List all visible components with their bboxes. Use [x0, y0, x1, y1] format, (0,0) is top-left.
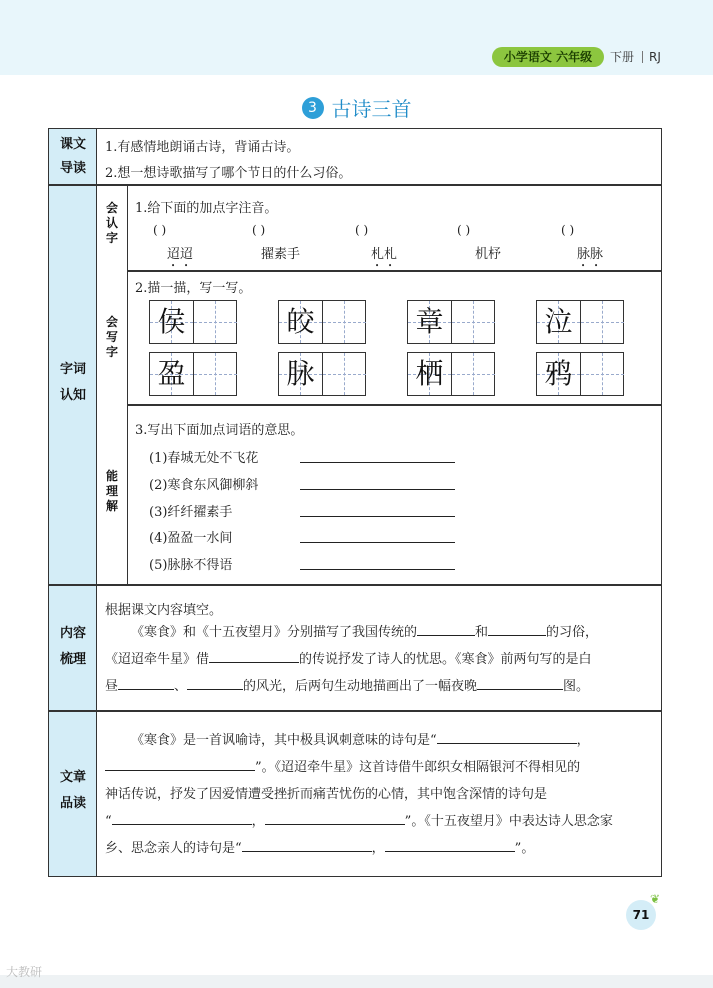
divider-recognize [127, 270, 661, 272]
pinyin-blank[interactable]: ( ) [355, 223, 369, 237]
lesson-number-badge: 3 [302, 97, 324, 119]
lesson-title: 古诗三首 [331, 97, 412, 121]
tracing-grid[interactable] [149, 352, 237, 396]
fill-blank[interactable] [242, 837, 372, 852]
tracing-char: 盈 [157, 357, 186, 390]
label-appreciation: 文章 品读 [59, 770, 86, 811]
recognize-word: 擢素手 [261, 247, 301, 262]
appreciation-paragraph: 《寒食》是一首讽喻诗，其中极具讽刺意味的诗句是“ ， ”。《迢迢牵牛星》这首诗借牛郎织女相隔银河不得相见的 神话传说，抒发了因爱情遭受挫折而痛苦忧伤的心情，其中饱含深情的诗句是 “ ， ”。《十五夜望月》中表达诗人思念家 乡、思念亲人的诗句是“ ， ”。 [105, 727, 657, 862]
watermark: 大教研 [6, 965, 43, 979]
pinyin-blank[interactable]: ( ) [457, 223, 471, 237]
answer-line[interactable] [300, 489, 455, 490]
pinyin-blank[interactable]: ( ) [561, 223, 575, 237]
fill-blank[interactable] [385, 837, 515, 852]
volume-label: 下册 [610, 50, 635, 64]
divider-content [49, 710, 661, 712]
fill-blank[interactable] [417, 621, 475, 636]
understand-item: (3)纤纤擢素手 [149, 505, 233, 520]
fill-blank[interactable] [105, 756, 255, 771]
leaf-icon: ❦ [650, 892, 661, 906]
tracing-char: 章 [415, 305, 444, 338]
pinyin-blank[interactable]: ( ) [153, 223, 167, 237]
recognize-word: 迢迢 [167, 247, 194, 262]
recognize-instruction: 1.给下面的加点字注音。 [135, 201, 278, 216]
fill-blank[interactable] [488, 621, 546, 636]
label-content: 内容 梳理 [59, 626, 86, 667]
understand-item: (1)春城无处不飞花 [149, 451, 259, 466]
sublabel-understand: 能理解 [105, 469, 118, 513]
edition-label: RJ [649, 50, 661, 64]
fill-blank[interactable] [437, 729, 577, 744]
divider-guide [49, 184, 661, 186]
sublabel-divider [127, 184, 128, 584]
footer-strip [0, 975, 713, 988]
tracing-grid[interactable] [407, 352, 495, 396]
tracing-char: 脉 [286, 357, 315, 390]
tracing-char: 皎 [286, 305, 315, 338]
fill-blank[interactable] [112, 810, 252, 825]
fill-blank[interactable] [265, 810, 405, 825]
answer-line[interactable] [300, 569, 455, 570]
label-guide: 课文 导读 [59, 137, 86, 176]
divider-vocab [49, 584, 661, 586]
worksheet-table [48, 128, 662, 877]
tracing-char: 鸦 [544, 357, 573, 390]
answer-line[interactable] [300, 462, 455, 463]
understand-item: (2)寒食东风御柳斜 [149, 478, 259, 493]
tracing-grid[interactable] [278, 352, 366, 396]
guide-item-2: 2.想一想诗歌描写了哪个节日的什么习俗。 [105, 166, 352, 181]
recognize-word: 机杼 [475, 247, 502, 262]
lesson-title-row [0, 93, 713, 121]
recognize-word: 札札 [371, 247, 398, 262]
tracing-grid[interactable] [278, 300, 366, 344]
fill-blank[interactable] [118, 675, 174, 690]
recognize-word: 脉脉 [577, 247, 604, 262]
content-paragraph: 《寒食》和《十五夜望月》分别描写了我国传统的 和 的习俗， 《迢迢牵牛星》借 的传说抒发了诗人的忧思。《寒食》前两句写的是白 昼 、 的风光，后两句生动地描画出了一幅夜晚 图。 [105, 619, 657, 700]
book-header [492, 47, 713, 67]
tracing-grid[interactable] [149, 300, 237, 344]
understand-instruction: 3.写出下面加点词语的意思。 [135, 423, 304, 438]
answer-line[interactable] [300, 542, 455, 543]
fill-blank[interactable] [209, 648, 299, 663]
page-number: 71 [626, 900, 656, 930]
divider-write [127, 404, 661, 406]
answer-line[interactable] [300, 516, 455, 517]
sublabel-recognize: 会认字 [105, 201, 118, 245]
fill-blank[interactable] [187, 675, 243, 690]
tracing-grid[interactable] [536, 300, 624, 344]
tracing-grid[interactable] [536, 352, 624, 396]
tracing-grid[interactable] [407, 300, 495, 344]
understand-item: (5)脉脉不得语 [149, 558, 233, 573]
tracing-char: 泣 [544, 305, 573, 338]
label-vocab: 字词 认知 [59, 362, 86, 403]
understand-item: (4)盈盈一水间 [149, 531, 233, 546]
guide-item-1: 1.有感情地朗诵古诗，背诵古诗。 [105, 140, 300, 155]
fill-blank[interactable] [477, 675, 563, 690]
tracing-char: 栖 [415, 357, 444, 390]
content-intro: 根据课文内容填空。 [105, 603, 223, 618]
subject-grade-badge: 小学语文 六年级 [492, 47, 604, 67]
label-column [49, 129, 97, 876]
write-instruction: 2.描一描，写一写。 [135, 281, 252, 296]
tracing-char: 侯 [157, 305, 186, 338]
pinyin-blank[interactable]: ( ) [252, 223, 266, 237]
header-divider [642, 51, 643, 63]
sublabel-write: 会写字 [105, 315, 118, 359]
